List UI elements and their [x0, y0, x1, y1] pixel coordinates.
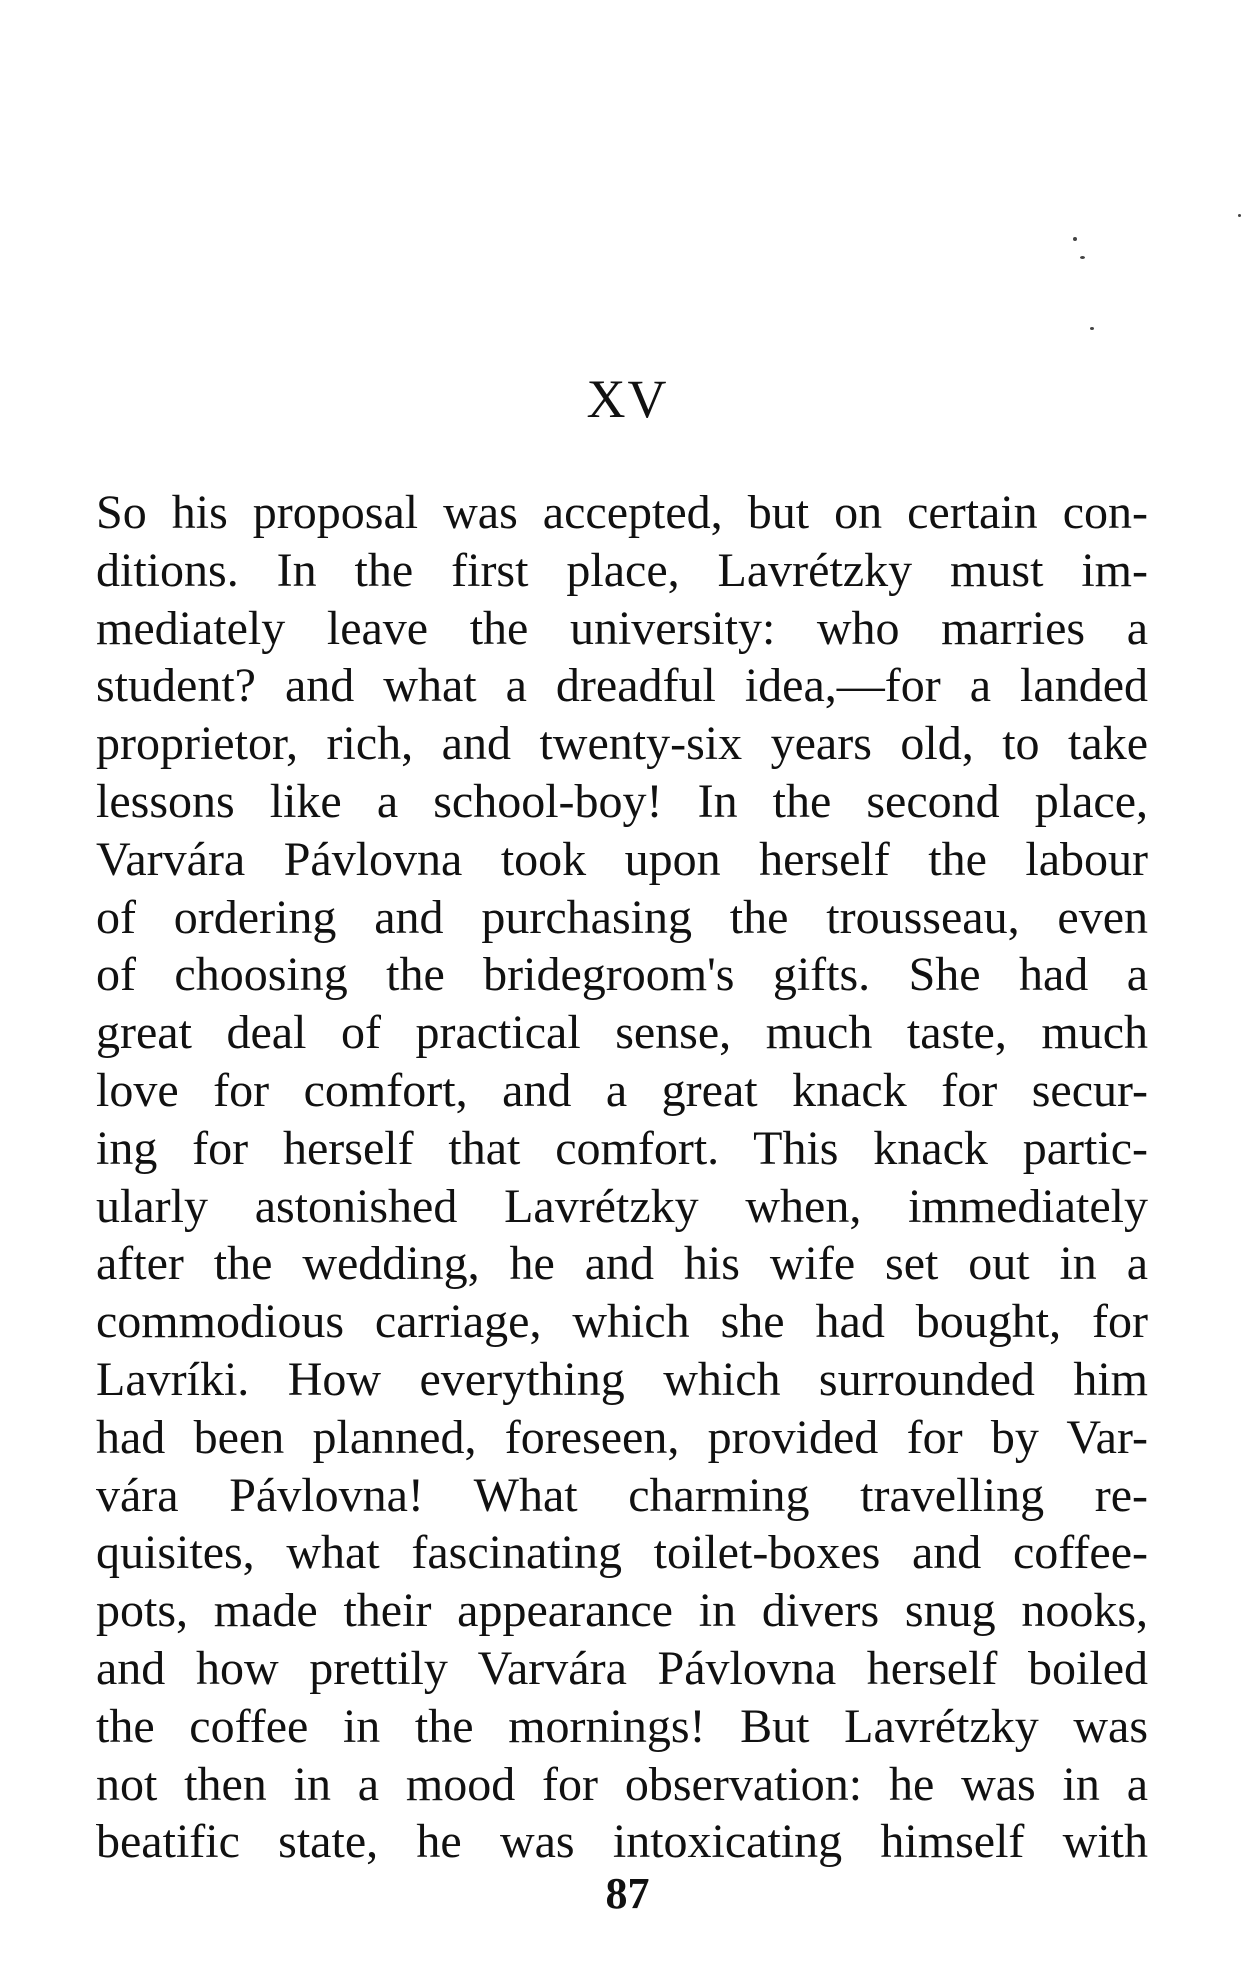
text-line: mediately leave the university: who marries a: [96, 601, 1148, 655]
text-line: ularly astonished Lavrétzky when, immediately: [96, 1179, 1148, 1233]
text-line: Varvára Pávlovna took upon herself the labour: [96, 832, 1148, 886]
body-text: [96, 484, 1148, 1871]
print-speck: [1238, 214, 1241, 217]
print-speck: [1080, 256, 1085, 259]
text-line: great deal of practical sense, much taste, much: [96, 1006, 1148, 1060]
text-line: the coffee in the mornings! But Lavrétzky was: [96, 1699, 1148, 1753]
text-line: of ordering and purchasing the trousseau, even: [96, 890, 1148, 944]
text-line: beatific state, he was intoxicating himself with: [96, 1815, 1148, 1869]
print-speck: [1073, 237, 1077, 241]
text-line: student? and what a dreadful idea,—for a landed: [96, 659, 1148, 713]
text-line: quisites, what fascinating toilet-boxes and coffee-: [96, 1526, 1148, 1580]
text-line: lessons like a school-boy! In the second place,: [96, 774, 1148, 828]
text-line: vára Pávlovna! What charming travelling re-: [96, 1468, 1148, 1522]
text-line: pots, made their appearance in divers snug nooks,: [96, 1584, 1148, 1638]
text-line: of choosing the bridegroom's gifts. She had a: [96, 948, 1148, 1002]
print-speck: [1090, 327, 1094, 330]
text-line: after the wedding, he and his wife set out in a: [96, 1237, 1148, 1291]
text-line: had been planned, foreseen, provided for by Var-: [96, 1410, 1148, 1464]
text-line: ing for herself that comfort. This knack partic-: [96, 1121, 1148, 1175]
text-line: commodious carriage, which she had bought, for: [96, 1295, 1148, 1349]
text-line: and how prettily Varvára Pávlovna herself boiled: [96, 1641, 1148, 1695]
text-line: love for comfort, and a great knack for secur-: [96, 1063, 1148, 1117]
chapter-heading: XV: [586, 369, 669, 429]
text-line: proprietor, rich, and twenty-six years old, to take: [96, 717, 1148, 771]
text-line: ditions. In the first place, Lavrétzky must im-: [96, 543, 1148, 597]
text-line: not then in a mood for observation: he was in a: [96, 1757, 1148, 1811]
text-line: So his proposal was accepted, but on certain con-: [96, 486, 1148, 539]
page-number: 87: [605, 1869, 650, 1918]
text-line: Lavríki. How everything which surrounded him: [96, 1352, 1148, 1406]
